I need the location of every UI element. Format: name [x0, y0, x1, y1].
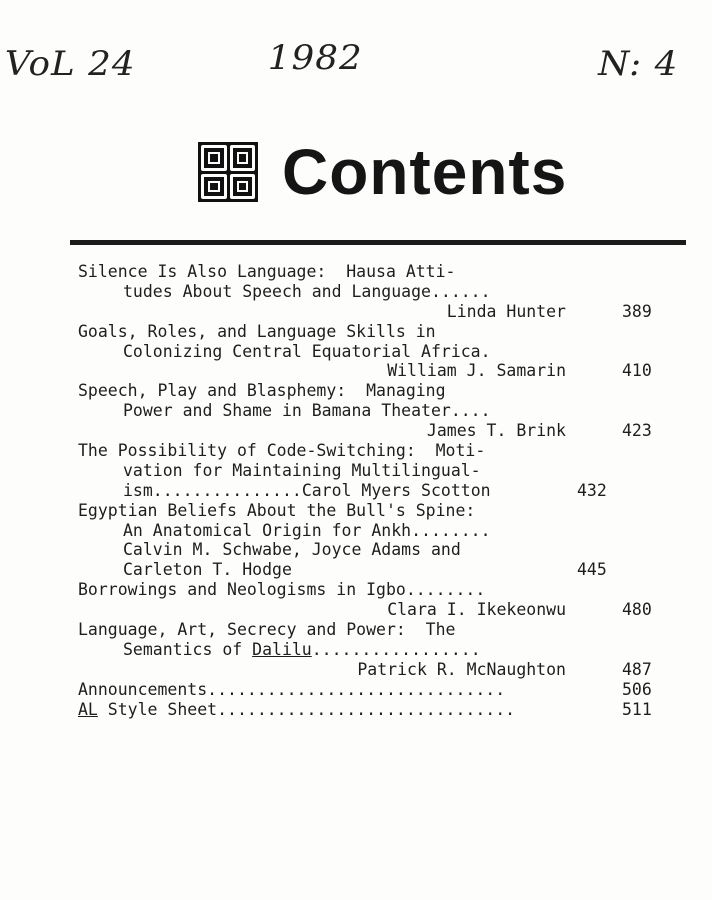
page-title: Contents — [282, 136, 568, 208]
toc-author: William J. Samarin — [387, 361, 566, 381]
toc-page-number: 432 — [577, 480, 607, 500]
toc-line: Silence Is Also Language: Hausa Atti- — [78, 262, 456, 281]
toc-line: Announcements.............................. 506 — [78, 679, 652, 699]
toc-author: Clara I. Ikekeonwu — [387, 600, 566, 620]
toc-author: Patrick R. McNaughton — [357, 659, 566, 679]
toc-line: Semantics of Dalilu................. — [123, 639, 481, 659]
toc-line: AL Style Sheet.............................. 511 — [78, 699, 652, 719]
toc-page-number: 410 — [622, 361, 652, 381]
toc-page-number: 487 — [622, 659, 652, 679]
toc-line: Borrowings and Neologisms in Igbo........ — [78, 580, 486, 600]
toc-line: An Anatomical Origin for Ankh........ — [123, 520, 491, 540]
toc-author-line — [78, 600, 678, 620]
handwritten-volume: VoL 24 — [4, 44, 136, 84]
toc-author: Carol Myers Scotton — [301, 480, 491, 500]
toc-page-number: 389 — [622, 301, 652, 321]
toc-line: Goals, Roles, and Language Skills in — [78, 321, 436, 341]
toc-line: Language, Art, Secrecy and Power: The — [78, 620, 456, 640]
toc-line: tudes About Speech and Language...... — [123, 281, 491, 301]
toc-line: The Possibility of Code-Switching: Moti- — [78, 441, 486, 461]
table-of-contents — [78, 262, 712, 719]
contents-header — [198, 136, 568, 208]
toc-page-number: 423 — [622, 421, 652, 441]
toc-line: Calvin M. Schwabe, Joyce Adams and — [123, 540, 461, 560]
toc-page-number: 506 — [622, 679, 652, 699]
toc-page-number: 480 — [622, 600, 652, 620]
toc-line: Carleton T. Hodge 445 — [123, 560, 607, 580]
journal-logo-icon — [198, 142, 258, 202]
toc-line: Power and Shame in Bamana Theater.... — [123, 401, 491, 421]
handwritten-issue-number: N: 4 — [598, 44, 679, 84]
toc-author-line — [78, 660, 678, 680]
toc-page-number: 511 — [622, 699, 652, 719]
toc-author-line — [78, 421, 678, 441]
toc-line: Egyptian Beliefs About the Bull's Spine: — [78, 500, 476, 520]
header-rule — [70, 240, 686, 245]
toc-author-line — [78, 361, 678, 381]
toc-line: ism...............Carol Myers Scotton 432 — [123, 480, 607, 500]
toc-author: Linda Hunter — [446, 301, 566, 321]
handwritten-year: 1982 — [267, 38, 363, 78]
toc-author-line — [78, 302, 678, 322]
toc-author: James T. Brink — [426, 421, 566, 441]
toc-page-number: 445 — [577, 560, 607, 580]
toc-line: vation for Maintaining Multilingual- — [123, 460, 481, 480]
toc-line: Colonizing Central Equatorial Africa. — [123, 341, 491, 361]
toc-line: Speech, Play and Blasphemy: Managing — [78, 381, 446, 401]
